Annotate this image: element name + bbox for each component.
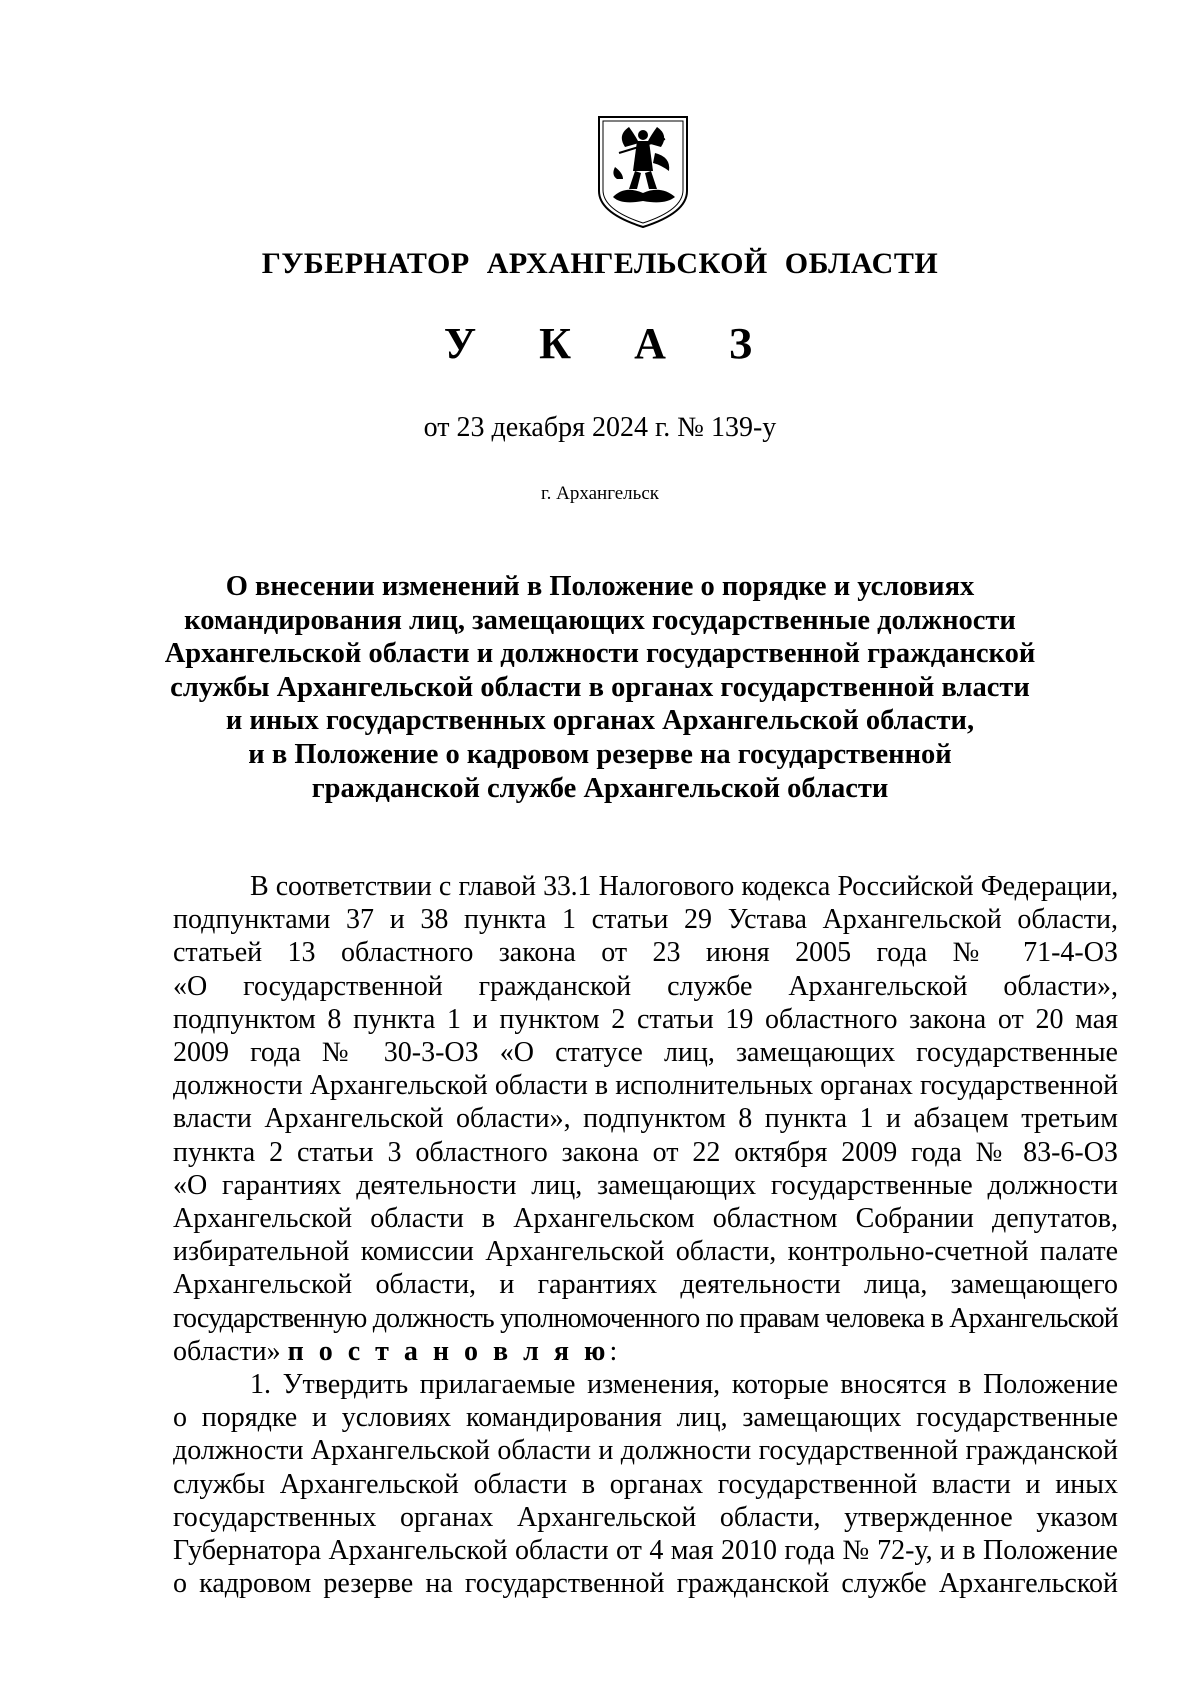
title-line: и иных государственных органах Архангельской области, bbox=[225, 705, 975, 737]
preamble-last-line bbox=[173, 1335, 1118, 1368]
preamble-line: статьей 13 областного закона от 23 июня 2005 года № 71-4-ОЗ bbox=[173, 937, 1118, 969]
preamble-line: государственную должность уполномоченного по правам человека в Архангельской bbox=[173, 1302, 1118, 1334]
preamble-line: власти Архангельской области», подпунктом 8 пункта 1 и абзацем третьим bbox=[173, 1103, 1118, 1135]
preamble-line: «О гарантиях деятельности лиц, замещающих государственные должности bbox=[173, 1169, 1118, 1201]
item-line: государственных органах Архангельской области, утвержденное указом bbox=[173, 1501, 1118, 1533]
title-line: Архангельской области и должности государственной гражданской bbox=[164, 638, 1036, 670]
preamble-line: Архангельской области, и гарантиях деятельности лица, замещающего bbox=[173, 1269, 1118, 1301]
decree-colon: : bbox=[609, 1335, 618, 1367]
title-line: и в Положение о кадровом резерве на государственной bbox=[248, 738, 952, 770]
document-place: г. Архангельск bbox=[540, 483, 659, 504]
preamble-line: Архангельской области в Архангельском областном Собрании депутатов, bbox=[173, 1203, 1118, 1235]
preamble-line: избирательной комиссии Архангельской области, контрольно-счетной палате bbox=[173, 1236, 1118, 1268]
preamble-line: пункта 2 статьи 3 областного закона от 22 октября 2009 года № 83-6-ОЗ bbox=[173, 1136, 1118, 1168]
preamble-line: 2009 года № 30-3-ОЗ «О статусе лиц, замещающих государственные bbox=[173, 1037, 1118, 1069]
preamble-line: В соответствии с главой 33.1 Налогового кодекса Российской Федерации, bbox=[250, 871, 1118, 902]
decree-word: п о с т а н о в л я ю bbox=[287, 1335, 610, 1367]
preamble-line: «О государственной гражданской службе Архангельской области», bbox=[173, 970, 1118, 1002]
preamble-line: подпунктами 37 и 38 пункта 1 статьи 29 Устава Архангельской области, bbox=[173, 904, 1118, 936]
document-body bbox=[173, 870, 1118, 1600]
item-line: о кадровом резерве на государственной гражданской службе Архангельской bbox=[173, 1568, 1118, 1600]
preamble-line: должности Архангельской области в исполнительных органах государственной bbox=[173, 1070, 1118, 1102]
title-line: командирования лиц, замещающих государственные должности bbox=[184, 604, 1016, 636]
title-line: О внесении изменений в Положение о порядке и условиях bbox=[225, 571, 975, 602]
preamble-line: подпунктом 8 пункта 1 и пунктом 2 статьи 19 областного закона от 20 мая bbox=[173, 1003, 1118, 1035]
coat-of-arms-icon bbox=[595, 113, 691, 231]
item-1-paragraph bbox=[173, 1368, 1118, 1600]
title-line: службы Архангельской области в органах государственной власти bbox=[170, 671, 1030, 703]
item-line: службы Архангельской области в органах государственной власти и иных bbox=[173, 1468, 1118, 1500]
preamble-paragraph bbox=[173, 870, 1118, 1368]
item-line: должности Архангельской области и должности государственной гражданской bbox=[173, 1435, 1118, 1467]
title-line: гражданской службе Архангельской области bbox=[311, 772, 889, 804]
item-line: 1. Утвердить прилагаемые изменения, которые вносятся в Положение bbox=[250, 1369, 1118, 1401]
document-date-number: от 23 декабря 2024 г. № 139-у bbox=[423, 412, 777, 443]
preamble-last-prefix: области» bbox=[173, 1335, 288, 1367]
item-line: Губернатора Архангельской области от 4 мая 2010 года № 72-у, и в Положение bbox=[173, 1535, 1118, 1567]
document-type: У К А З bbox=[443, 319, 779, 368]
document-title bbox=[150, 570, 1050, 805]
issuing-authority: ГУБЕРНАТОР АРХАНГЕЛЬСКОЙ ОБЛАСТИ bbox=[261, 247, 939, 280]
item-line: о порядке и условиях командирования лиц, замещающих государственные bbox=[173, 1402, 1118, 1434]
